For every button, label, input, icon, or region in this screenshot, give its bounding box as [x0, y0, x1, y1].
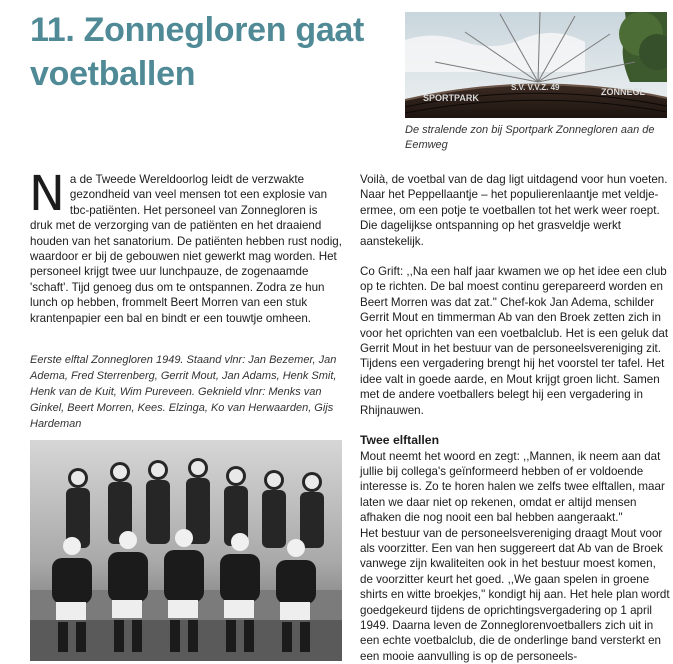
sign-text-mid: S.V. V.V.Z. 49	[511, 83, 560, 92]
right-paragraph-3: Mout neemt het woord en zegt: ,,Mannen, ik neem aan dat jullie bij collega's geïnformeerd hebben of er voldoende interesse is. Zo te horen halen we zelfs twee elftallen, maar laten we daar niet op rekenen, omdat er altijd mensen afhaken die nog nooit een bal hebben aangeraakt."	[360, 449, 665, 525]
right-paragraph-1: Voilà, de voetbal van de dag ligt uitdagend voor hun voeten. Naar het Peppellaantje – het populierenlaantje met veldje- ermee, om een potje te voetballen tot het werk weer roept. Die dagelijkse ontspanning op het grasveldje werkt aanstekelijk.	[360, 173, 668, 248]
page-title-line1: 11. Zonnegloren gaat	[30, 11, 365, 49]
page-title	[30, 8, 400, 96]
drop-cap: N	[29, 166, 65, 222]
right-column	[360, 172, 670, 664]
intro-text: a de Tweede Wereldoorlog leidt de verzwakte gezondheid van veel mensen tot een explosie van tbc-patiënten. Het personeel van Zonnegloren is druk met de verzorging van de patiënten en het draaiend houden van het sanatorium. De patiënten hebben rust nodig, waardoor er bij de gebouwen niet gewerkt mag worden. Het personeel krijgt twee uur lunchpauze, de zogenaamde 'schaft'. Tijd genoeg dus om te ontspannen. Zodra ze hun lunch op hebben, frommelt Beert Morren van een stuk krantenpapier een bal en bindt er een touwtje omheen.	[30, 173, 342, 325]
sign-text-right: ZONNEGL	[601, 87, 645, 97]
intro-paragraph	[29, 166, 342, 326]
right-paragraph-2: Co Grift: ,,Na een half jaar kwamen we op het idee een club op te richten. De bal moest continu gerepareerd worden en Beert Morren was dat zat." Chef-kok Jan Adema, schilder Gerrit Mout en timmerman Ab van den Broek zetten zich in voor het oprichten van een voetbalclub. Het is een geluk dat Gerrit Mout in het bestuur van de personeelsvereniging zit. Tijdens een vergadering brengt hij het voorstel ter tafel. Het idee valt in goede aarde, en Mout krijgt groen licht. Samen met de andere voetballers belegt hij een vergadering in Rhijnauwen.	[360, 265, 669, 417]
page-title-line2: voetballen	[30, 55, 196, 93]
right-paragraph-4: Het bestuur van de personeelsvereniging draagt Mout voor als voorzitter. Een van hen suggereert dat Ab van de Broek vanwege zijn kwaliteiten ook in het bestuur moest komen, de voorzitter keurt het goed. ,,We gaan spelen in groene shirts en witte broekjes," kondigt hij aan. Het hele plan wordt goedgekeurd tijdens de oprichtingsvergadering op 1 april 1949. Daarna leven de Zonneglorenvoetballers zich uit in een echte voetbalclub, die de onderlinge band versterkt en een mooie aanvulling is op de personeels-	[360, 526, 670, 663]
sportpark-photo	[405, 12, 667, 118]
team-photo	[30, 440, 342, 661]
left-column	[29, 166, 342, 326]
sign-text-left: SPORTPARK	[423, 93, 479, 103]
photo-caption-bottom: Eerste elftal Zonnegloren 1949. Staand vlnr: Jan Bezemer, Jan Adema, Fred Sterrenberg, Gerrit Mout, Jan Adams, Henk Smit, Henk van de Kuit, Wim Pureveen. Geknield vlnr: Menks van Ginkel, Beert Morren, Kees. Elzinga, Ko van Herwaarden, Gijs Hardeman	[30, 354, 337, 430]
photo-caption-top: De stralende zon bij Sportpark Zonnegloren aan de Eemweg	[405, 124, 655, 151]
section-subheading: Twee elftallen	[360, 433, 440, 448]
